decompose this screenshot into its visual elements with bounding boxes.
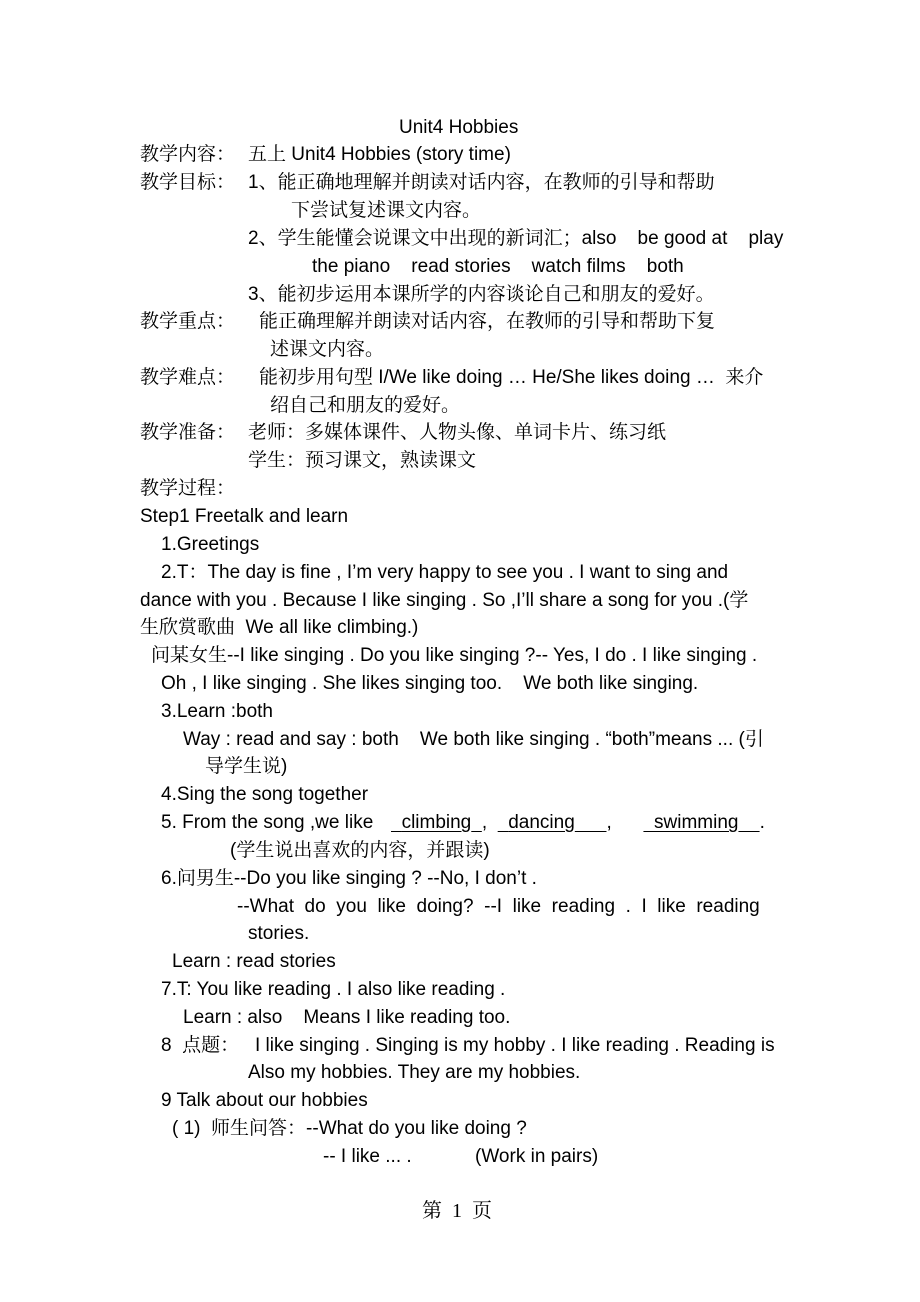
process-label: 教学过程： <box>140 478 236 499</box>
line-8b: Also my hobbies. They are my hobbies. <box>248 1062 581 1083</box>
preparation-label: 教学准备： <box>140 422 236 443</box>
key-points-label: 教学重点： <box>140 311 236 332</box>
difficulties-label: 教学难点： <box>140 367 236 388</box>
objectives-label: 教学目标： <box>140 172 236 193</box>
line-sing-song: 4.Sing the song together <box>161 784 369 805</box>
line-6d: Learn : read stories <box>172 951 336 972</box>
step1-heading: Step1 Freetalk and learn <box>140 506 349 527</box>
preparation-student: 学生：预习课文，熟读课文 <box>248 450 477 471</box>
page-number: 第 1 页 <box>422 1200 492 1222</box>
objective-3: 3、能初步运用本课所学的内容谈论自己和朋友的爱好。 <box>248 284 715 305</box>
line-8a: 8 点题： I like singing . Singing is my hobby . I like reading . Reading is <box>161 1035 775 1056</box>
line-3b: 导学生说) <box>205 756 288 777</box>
line-2e: Oh , I like singing . She likes singing too. We both like singing. <box>161 673 699 694</box>
line-2b: dance with you . Because I like singing . So ,I’ll share a song for you .(学 <box>140 590 749 611</box>
line-greetings: 1.Greetings <box>161 534 260 555</box>
difficulties-line-1: 能初步用句型 I/We like doing … He/She likes doing … 来介 <box>259 367 764 388</box>
key-points-line-1: 能正确理解并朗读对话内容，在教师的引导和帮助下复 <box>259 311 716 332</box>
objective-1-line-1: 1、能正确地理解并朗读对话内容，在教师的引导和帮助 <box>248 172 715 193</box>
blank-2 <box>498 812 607 833</box>
line-2d: 问某女生--I like singing . Do you like singing ?-- Yes, I do . I like singing . <box>151 645 758 666</box>
line-7b: Learn : also Means I like reading too. <box>183 1007 511 1028</box>
blank-1-text: climbing <box>401 812 472 833</box>
blank-3-text: swimming <box>654 812 739 833</box>
preparation-teacher: 老师：多媒体课件、人物头像、单词卡片、练习纸 <box>248 422 667 443</box>
line-2a: 2.T：The day is fine , I’m very happy to see you . I want to sing and <box>161 562 729 583</box>
line-5-blanks: climbing , dancing , swimming . <box>391 811 765 835</box>
line-9a: ( 1) 师生问答：--What do you like doing ? <box>172 1118 527 1139</box>
line-7a: 7.T: You like reading . I also like reading . <box>161 979 506 1000</box>
line-6b: --What do you like doing? --I like reading . I like reading <box>237 896 760 917</box>
line-learn-both: 3.Learn :both <box>161 701 273 722</box>
line-5b: (学生说出喜欢的内容，并跟读) <box>230 840 490 861</box>
objective-2-line-1: 2、学生能懂会说课文中出现的新词汇；also be good at play <box>248 228 784 249</box>
key-points-line-2: 述课文内容。 <box>270 339 385 360</box>
content-label: 教学内容： <box>140 144 236 165</box>
blank-1 <box>391 812 482 833</box>
line-6c: stories. <box>248 923 310 944</box>
doc-title: Unit4 Hobbies <box>399 117 519 138</box>
line-5-prefix: 5. From the song ,we like <box>161 812 374 833</box>
line-2c: 生欣赏歌曲 We all like climbing.) <box>140 617 419 638</box>
line-9b: -- I like ... . (Work in pairs) <box>323 1146 599 1167</box>
line-9: 9 Talk about our hobbies <box>161 1090 368 1111</box>
blank-3 <box>643 812 759 833</box>
difficulties-line-2: 绍自己和朋友的爱好。 <box>270 395 461 416</box>
content-text: 五上 Unit4 Hobbies (story time) <box>248 144 511 165</box>
line-3a: Way : read and say : both We both like singing . “both”means ... (引 <box>183 729 764 750</box>
blank-2-text: dancing <box>508 812 575 833</box>
objective-1-line-2: 下尝试复述课文内容。 <box>291 200 482 221</box>
objective-2-line-2: the piano read stories watch films both <box>312 256 684 277</box>
line-6a: 6.问男生--Do you like singing ? --No, I don’t . <box>161 868 537 889</box>
